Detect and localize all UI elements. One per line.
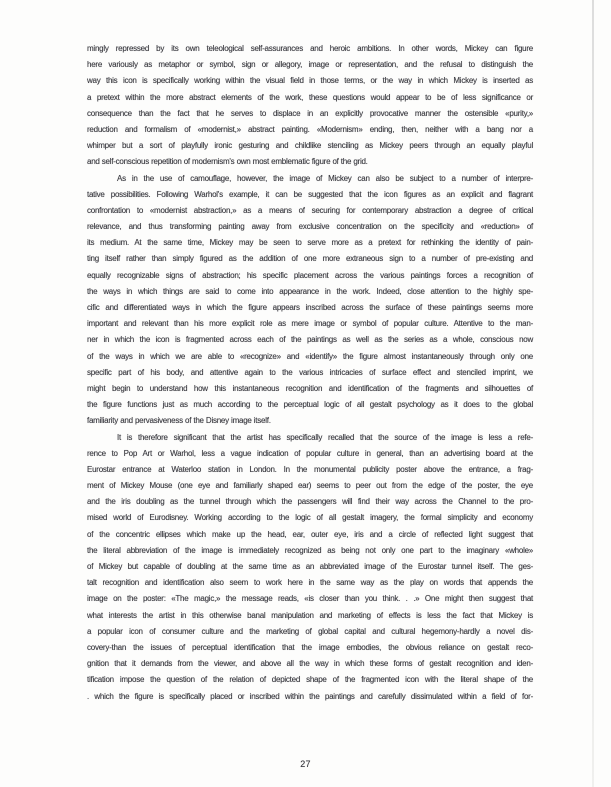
body-text [87, 41, 533, 737]
text-line: equally recognizable signs of abstraction; his specific placement across the various paintings forces a recognition of [87, 270, 533, 280]
text-line: a popular icon of consumer culture and the marketing of global capital and cultural hegemony-hardly a novel dis- [87, 626, 533, 636]
text-line: familiarity and pervasiveness of the Disney image itself. [87, 416, 271, 426]
text-line [87, 705, 533, 721]
text-line: ment of Mickey Mouse (one eye and familiarly shaped ear) seems to peer out from the edge of the poster, the eye [87, 481, 533, 491]
text-line: relevance, and thus transforming painting away from exclusive concentration on the specificity and «reduction» of [87, 222, 533, 232]
text-line: whimper but a sort of playfully ironic gesturing and childlike stenciling as Mickey peers through an equally playful [87, 141, 533, 151]
text-line: important and relevant than his more explicit role as mere image or symbol of popular culture. Attentive to the man- [87, 319, 533, 329]
text-line: As in the use of camouflage, however, the image of Mickey can also be subject to a number of interpre- [117, 173, 533, 183]
text-line: of Mickey but capable of doubling at the same time as an abbreviated image of the Eurostar tunnel itself. The ges- [87, 562, 533, 571]
text-line [87, 721, 533, 737]
text-line: specific part of his body, and attentive again to the various intricacies of surface effect and stenciled imprint, we [87, 367, 533, 377]
text-line: covery-than the issues of perceptual identification that the image embodies, the obvious reliance on gestalt reco- [87, 642, 533, 652]
text-line: ting itself rather than simply figured as the addition of one more extraneous sign to a number of pre-existing and [87, 254, 533, 264]
text-line: gnition that it demands from the viewer, and above all the way in which these forms of gestalt recognition and iden- [87, 659, 533, 669]
text-line: and self-conscious repetition of modernism's own most emblematic figure of the grid. [87, 157, 368, 167]
text-line: a pretext within the more abstract elements of the work, these questions would appear to be of less significance or [87, 92, 533, 102]
text-line: mised world of Eurodisney. Working according to the logic of all gestalt imagery, the formal simplicity and economy [87, 513, 533, 523]
text-line: cific and differentiated ways in which the figure appears inscribed across the surface of these paintings seems more [87, 303, 533, 312]
text-line: and the iris doubling as the tunnel through which the passengers will find their way across the Channel to the pro- [87, 497, 533, 507]
text-line: what interests the artist in this otherwise banal manipulation and marketing of effects is less the fact that Mickey is [87, 610, 533, 620]
text-line: might begin to understand how this instantaneous recognition and identification of the fragments and silhouettes of [87, 383, 533, 393]
text-line: ner in which the icon is fragmented across each of the paintings as well as the series as a whole, conscious now [87, 335, 533, 345]
text-line: tative possibilities. Following Warhol's example, it can be suggested that the icon figures as an explicit and flagrant [87, 189, 533, 199]
page-number: 27 [300, 759, 311, 769]
scan-edge-line [592, 0, 594, 787]
text-line: of the concentric ellipses which make up the head, ear, outer eye, iris and a circle of reflected light suggest that [87, 529, 533, 539]
text-line: its medium. At the same time, Mickey may be seen to serve more as a pretext for rethinking the identity of pain- [87, 238, 533, 248]
text-line: the figure functions just as much according to the perceptual logic of all gestalt psychology as it does to the global [87, 400, 533, 410]
text-line: here variously as metaphor or symbol, sign or allegory, image or representation, and the refusal to distinguish the [87, 60, 533, 70]
text-line: rence to Pop Art or Warhol, less a vague indication of popular culture in general, than an advertising board at the [87, 448, 533, 458]
text-line: of the ways in which we are able to «recognize» and «identify» the figure almost instantaneously through only one [87, 351, 533, 361]
text-line: Eurostar entrance at Waterloo station in London. In the monumental publicity poster above the entrance, a frag- [87, 464, 533, 474]
text-line: consequence than the fact that he serves to displace in an explicitly provocative manner the ostensible «purity,» [87, 108, 533, 118]
text-line: image on the poster: «The magic,» the message reads, «is closer than you think. . .» One might then suggest that [87, 594, 533, 604]
text-line: way this icon is specifically working within the visual field in those terms, or the way in which Mickey is inserted as [87, 76, 533, 86]
text-line: tification impose the question of the relation of depicted shape of the fragmented icon with the literal shape of the [87, 675, 533, 685]
text-line: reduction and formalism of «modernist,» abstract painting. «Modernism» ending, then, neither with a bang nor a [87, 124, 533, 134]
text-line: talt recognition and identification also seem to work here in the same way as the play on words that appends the [87, 578, 533, 588]
text-line: confrontation to «modernist abstraction,» as a means of securing for contemporary abstraction a degree of critical [87, 205, 533, 215]
text-line: It is therefore significant that the artist has specifically recalled that the source of the image is less a refe- [117, 432, 533, 442]
text-line: mingly repressed by its own teleological self-assurances and heroic ambitions. In other words, Mickey can figure [87, 44, 533, 53]
text-line: the literal abbreviation of the image is immediately recognized as being not only one part to the imaginary «whole» [87, 545, 533, 555]
text-line: the ways in which things are said to come into appearance in the work. Indeed, close attention to the highly spe- [87, 286, 533, 296]
text-line: . which the figure is specifically placed or inscribed within the paintings and carefully dissimulated within a field of for- [87, 691, 533, 701]
